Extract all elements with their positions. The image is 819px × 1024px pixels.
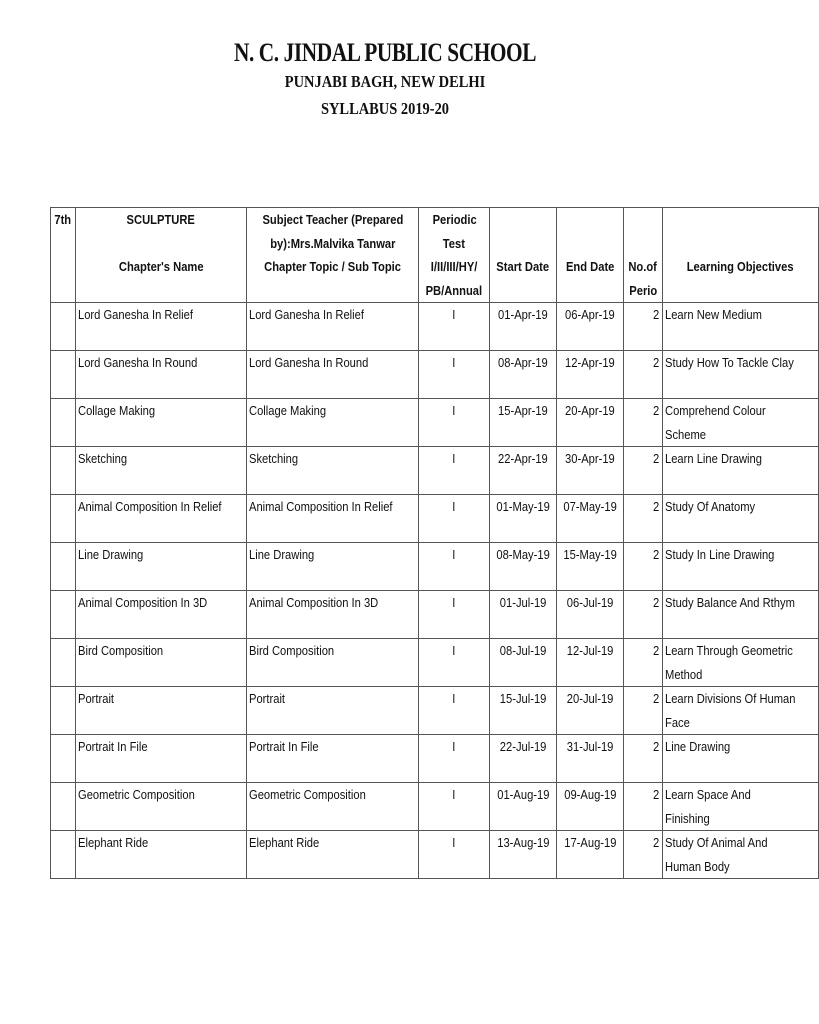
periods-cell: 2 (624, 351, 662, 399)
end-date-header: End Date (557, 255, 624, 303)
table-row (51, 495, 819, 543)
teacher-cell: Subject Teacher (Prepared by):Mrs.Malvika Tanwar (247, 208, 419, 256)
start-date-cell: 13-Aug-19 (490, 831, 557, 879)
chapter-name-cell: Elephant Ride (75, 831, 247, 879)
topic-cell: Geometric Composition (247, 783, 419, 831)
objective-cell: Learn Line Drawing (662, 447, 819, 495)
end-date-cell: 20-Apr-19 (557, 399, 624, 447)
objective-cell: Learn New Medium (662, 303, 819, 351)
chapter-name-cell: Animal Composition In Relief (75, 495, 247, 543)
table-row (51, 447, 819, 495)
topic-cell: Animal Composition In 3D (247, 591, 419, 639)
end-date-cell: 12-Apr-19 (557, 351, 624, 399)
topic-cell: Lord Ganesha In Relief (247, 303, 419, 351)
periods-cell: 2 (624, 399, 662, 447)
objective-cell: Learn Through Geometric Method (662, 639, 819, 687)
end-date-cell: 31-Jul-19 (557, 735, 624, 783)
topic-cell: Elephant Ride (247, 831, 419, 879)
topic-header: Chapter Topic / Sub Topic (247, 255, 419, 303)
end-date-cell: 06-Apr-19 (557, 303, 624, 351)
objective-cell: Line Drawing (662, 735, 819, 783)
table-row (51, 783, 819, 831)
class-blank-cell (51, 543, 76, 591)
end-date-cell: 07-May-19 (557, 495, 624, 543)
class-blank-cell (51, 495, 76, 543)
start-date-cell: 22-Jul-19 (490, 735, 557, 783)
chapter-name-cell: Portrait In File (75, 735, 247, 783)
table-row (51, 831, 819, 879)
end-date-cell: 17-Aug-19 (557, 831, 624, 879)
test-cell: I (419, 639, 490, 687)
topic-cell: Bird Composition (247, 639, 419, 687)
table-row (51, 543, 819, 591)
table-row (51, 735, 819, 783)
test-cell: I (419, 783, 490, 831)
class-blank-cell (51, 831, 76, 879)
chapter-name-cell: Sketching (75, 447, 247, 495)
table-row (51, 591, 819, 639)
chapter-name-cell: Bird Composition (75, 639, 247, 687)
test-cell: I (419, 591, 490, 639)
test-cell: I (419, 831, 490, 879)
objective-cell: Study Balance And Rthym (662, 591, 819, 639)
topic-cell: Line Drawing (247, 543, 419, 591)
syllabus-title: SYLLABUS 2019-20 (320, 99, 450, 118)
end-date-cell: 09-Aug-19 (557, 783, 624, 831)
chapter-name-cell: Lord Ganesha In Relief (75, 303, 247, 351)
start-date-cell: 08-May-19 (490, 543, 557, 591)
topic-cell: Collage Making (247, 399, 419, 447)
class-blank-cell (51, 399, 76, 447)
syllabus-table (50, 207, 819, 879)
periods-cell: 2 (624, 735, 662, 783)
start-date-header: Start Date (490, 255, 557, 303)
table-row (51, 303, 819, 351)
test-cell: I (419, 495, 490, 543)
end-date-cell: 15-May-19 (557, 543, 624, 591)
class-blank-cell (51, 687, 76, 735)
start-date-cell: 08-Apr-19 (490, 351, 557, 399)
start-date-cell: 01-May-19 (490, 495, 557, 543)
objective-cell: Learn Space And Finishing (662, 783, 819, 831)
start-date-cell: 01-Aug-19 (490, 783, 557, 831)
subject-cell: SCULPTURE (75, 208, 247, 256)
objective-cell: Study Of Anatomy (662, 495, 819, 543)
end-date-cell: 06-Jul-19 (557, 591, 624, 639)
start-date-cell: 15-Apr-19 (490, 399, 557, 447)
topic-cell: Portrait In File (247, 735, 419, 783)
test-cell: I (419, 543, 490, 591)
test-cell: I (419, 447, 490, 495)
end-date-cell: 20-Jul-19 (557, 687, 624, 735)
end-date-cell: 30-Apr-19 (557, 447, 624, 495)
test-cell: I (419, 351, 490, 399)
topic-cell: Portrait (247, 687, 419, 735)
periods-cell: 2 (624, 495, 662, 543)
periods-cell: 2 (624, 687, 662, 735)
chapter-name-cell: Collage Making (75, 399, 247, 447)
start-date-cell: 22-Apr-19 (490, 447, 557, 495)
class-blank-cell (51, 783, 76, 831)
topic-cell: Sketching (247, 447, 419, 495)
school-name: N. C. JINDAL PUBLIC SCHOOL (233, 38, 537, 67)
periods-cell: 2 (624, 783, 662, 831)
chapter-name-cell: Portrait (75, 687, 247, 735)
objective-cell: Learn Divisions Of Human Face (662, 687, 819, 735)
objective-cell: Study How To Tackle Clay (662, 351, 819, 399)
periods-cell: 2 (624, 543, 662, 591)
start-date-cell: 01-Apr-19 (490, 303, 557, 351)
class-cell: 7th (51, 208, 76, 303)
objectives-header: Learning Objectives (662, 255, 819, 303)
school-location: PUNJABI BAGH, NEW DELHI (284, 72, 486, 91)
periods-cell: 2 (624, 447, 662, 495)
class-blank-cell (51, 447, 76, 495)
chapter-name-cell: Geometric Composition (75, 783, 247, 831)
class-blank-cell (51, 351, 76, 399)
test-cell: I (419, 303, 490, 351)
table-row (51, 639, 819, 687)
chapter-name-cell: Animal Composition In 3D (75, 591, 247, 639)
chapter-name-cell: Lord Ganesha In Round (75, 351, 247, 399)
test-cell: I (419, 735, 490, 783)
class-blank-cell (51, 735, 76, 783)
objective-cell: Study Of Animal And Human Body (662, 831, 819, 879)
periods-cell: 2 (624, 591, 662, 639)
table-row (51, 351, 819, 399)
periods-cell: 2 (624, 303, 662, 351)
periods-cell: 2 (624, 831, 662, 879)
class-blank-cell (51, 591, 76, 639)
periods-cell: 2 (624, 639, 662, 687)
table-row (51, 399, 819, 447)
end-date-cell: 12-Jul-19 (557, 639, 624, 687)
start-date-cell: 15-Jul-19 (490, 687, 557, 735)
class-blank-cell (51, 639, 76, 687)
periodic-test-header: Periodic Test I/II/III/HY/ PB/Annual (419, 208, 490, 303)
topic-cell: Animal Composition In Relief (247, 495, 419, 543)
class-blank-cell (51, 303, 76, 351)
chapter-name-header: Chapter's Name (75, 255, 247, 303)
test-cell: I (419, 687, 490, 735)
table-row (51, 687, 819, 735)
start-date-cell: 08-Jul-19 (490, 639, 557, 687)
test-cell: I (419, 399, 490, 447)
topic-cell: Lord Ganesha In Round (247, 351, 419, 399)
start-date-cell: 01-Jul-19 (490, 591, 557, 639)
objective-cell: Study In Line Drawing (662, 543, 819, 591)
periods-header: No.of Perio (624, 255, 662, 303)
chapter-name-cell: Line Drawing (75, 543, 247, 591)
objective-cell: Comprehend Colour Scheme (662, 399, 819, 447)
